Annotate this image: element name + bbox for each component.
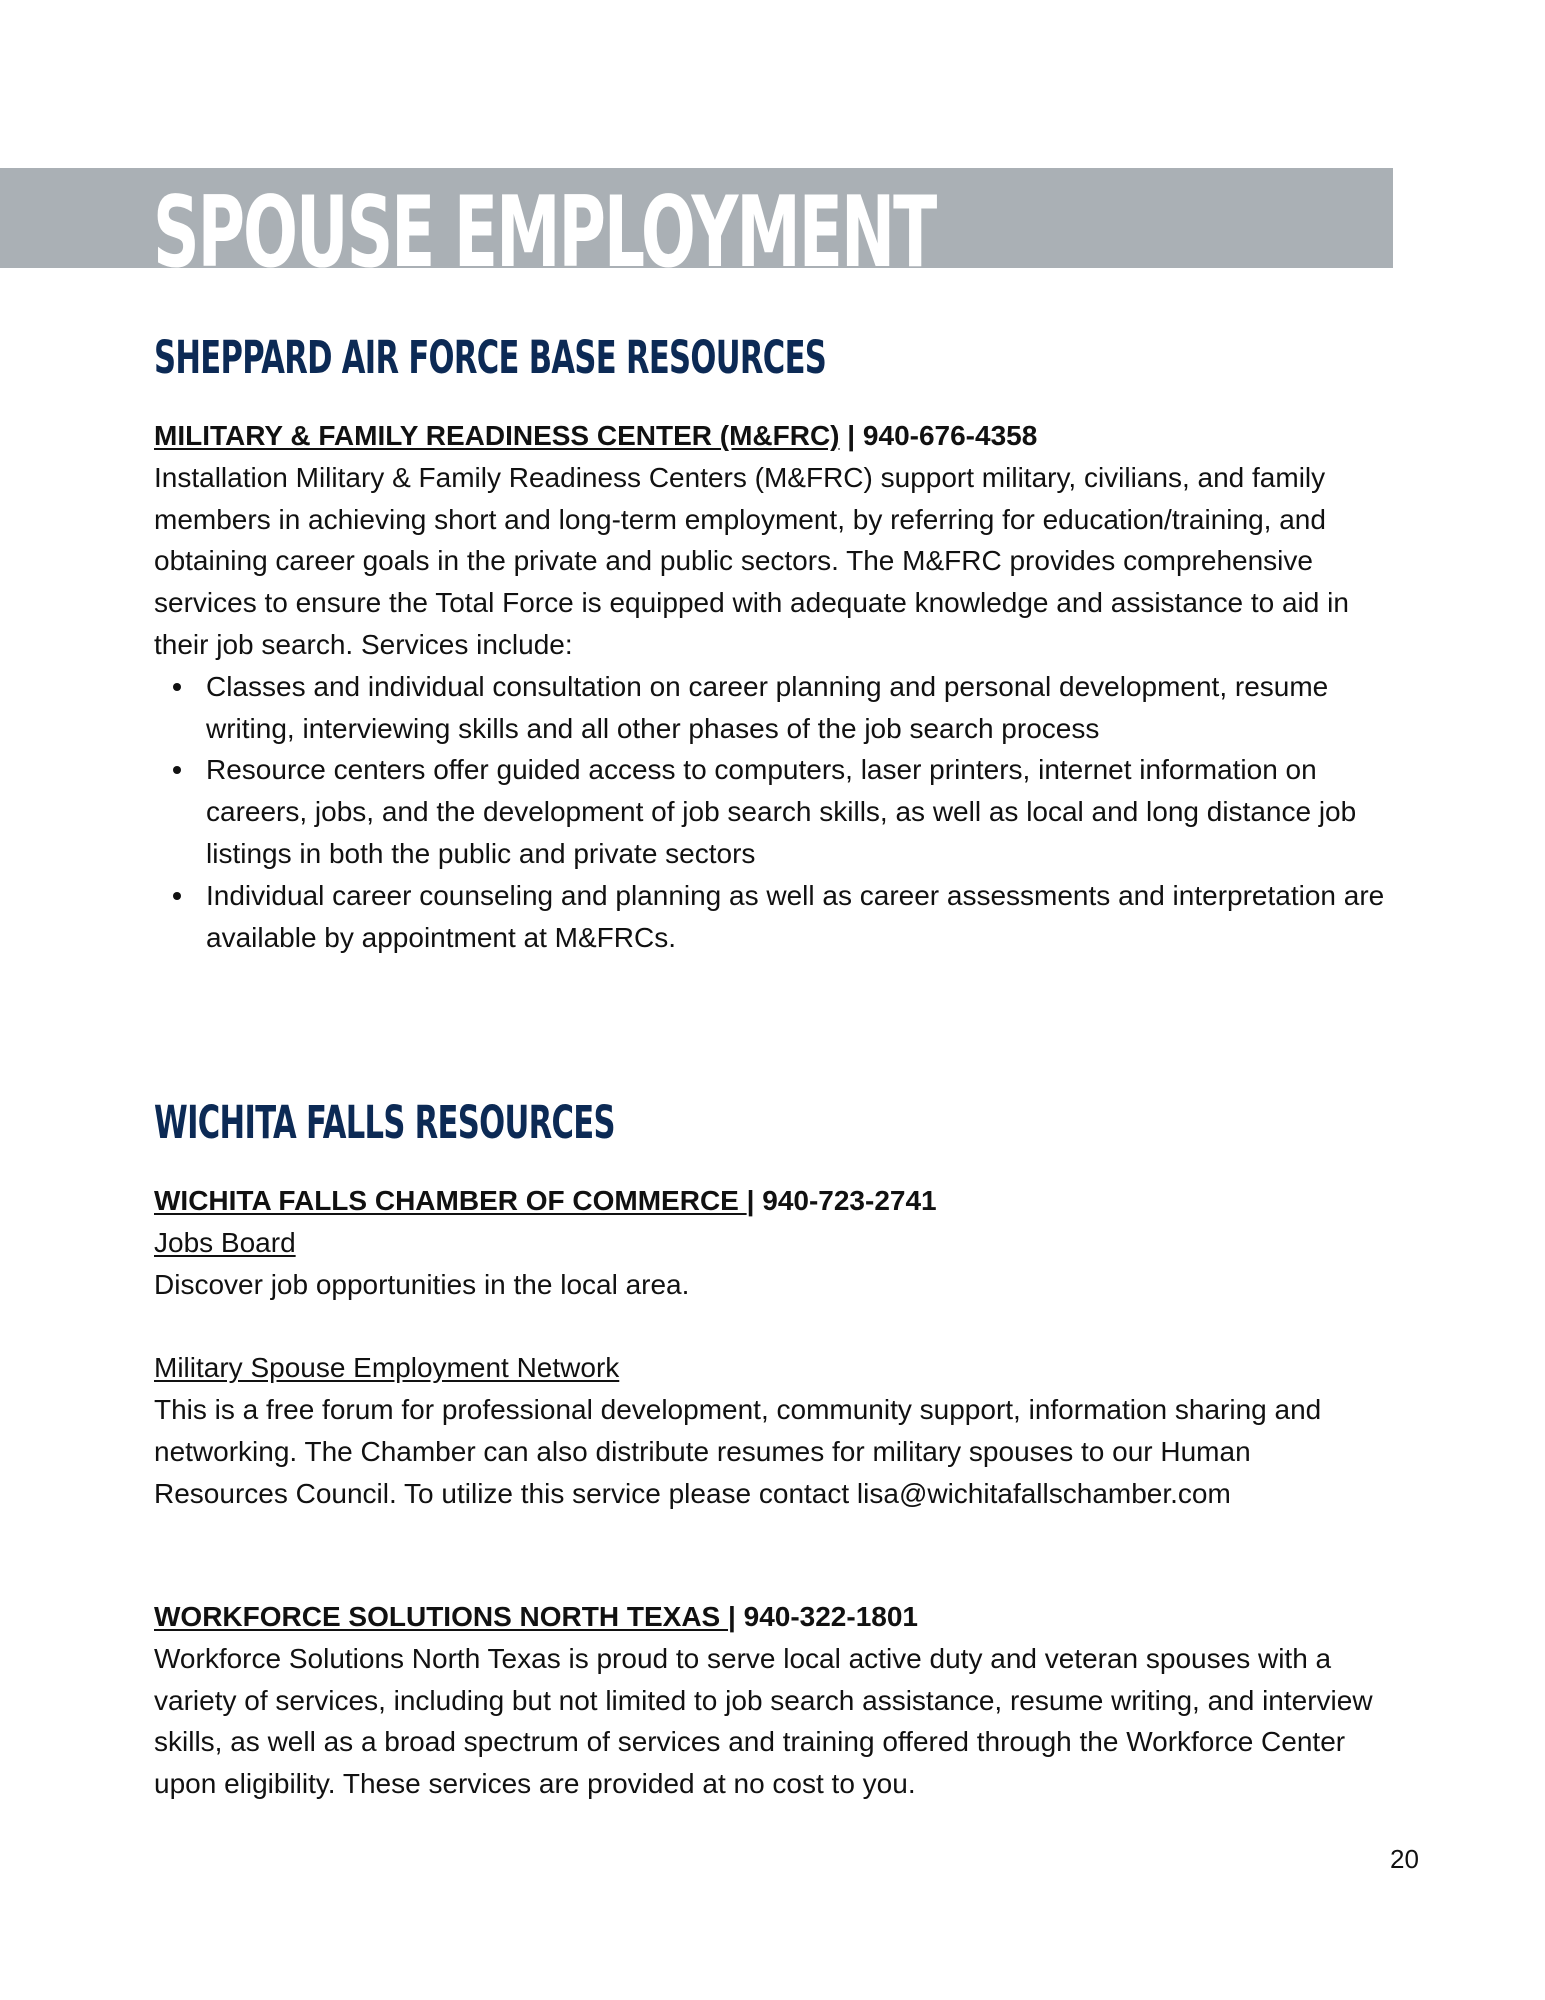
wichita-section-heading: WICHITA FALLS RESOURCES: [154, 1096, 615, 1149]
mfrc-description: Installation Military & Family Readiness Centers (M&FRC) support military, civilians, and family members in achieving short and long-term employment, by referring for education/training, and obtaining career goals in the private and public sectors. The M&FRC provides comprehensive services to ensure the Total Force is equipped with adequate knowledge and assistance to aid in their job search. Services include:: [154, 461, 1349, 660]
chamber-separator: |: [746, 1185, 763, 1216]
chamber-section: [154, 1180, 1394, 1514]
workforce-org-link[interactable]: WORKFORCE SOLUTIONS NORTH TEXAS: [154, 1601, 728, 1632]
msen-link[interactable]: Military Spouse Employment Network: [154, 1352, 620, 1384]
sheppard-section-heading: SHEPPARD AIR FORCE BASE RESOURCES: [154, 331, 827, 384]
page-title: SPOUSE EMPLOYMENT: [153, 176, 936, 268]
list-item: Resource centers offer guided access to computers, laser printers, internet information on careers, jobs, and the development of job search skills, as well as local and long distance job listings in both the public and private sectors: [206, 749, 1394, 874]
mfrc-org-line: [154, 415, 1394, 457]
chamber-org-link[interactable]: WICHITA FALLS CHAMBER OF COMMERCE: [154, 1185, 747, 1216]
mfrc-section: [154, 415, 1394, 958]
workforce-text: Workforce Solutions North Texas is proud to serve local active duty and veteran spouses with a variety of services, including but not limited to job search assistance, resume writing, and interview skills, as well as a broad spectrum of services and training offered through the Workforce Center upon eligibility. These services are provided at no cost to you.: [154, 1642, 1373, 1800]
jobs-board-link[interactable]: Jobs Board: [154, 1226, 296, 1258]
mfrc-org-link[interactable]: MILITARY & FAMILY READINESS CENTER (M&FRC): [154, 420, 840, 451]
workforce-separator: |: [728, 1601, 744, 1632]
mfrc-services-list: [154, 666, 1394, 959]
spacer: [154, 1305, 1394, 1347]
chamber-org-line: [154, 1180, 1394, 1222]
chamber-phone: 940-723-2741: [762, 1185, 937, 1216]
mfrc-phone: 940-676-4358: [862, 420, 1038, 451]
workforce-org-line: [154, 1596, 1394, 1638]
list-item: Individual career counseling and planning as well as career assessments and interpretation are available by appointment at M&FRCs.: [206, 875, 1394, 959]
page-number: 20: [1390, 1844, 1419, 1874]
workforce-section: [154, 1596, 1394, 1805]
list-item: Classes and individual consultation on career planning and personal development, resume writing, interviewing skills and all other phases of the job search process: [206, 666, 1394, 750]
jobs-board-text: Discover job opportunities in the local area.: [154, 1268, 690, 1300]
msen-text: This is a free forum for professional development, community support, information sharing and networking. The Chamber can also distribute resumes for military spouses to our Human Resources Council. To utilize this service please contact lisa@wichitafallschamber.com: [154, 1393, 1322, 1509]
title-banner: [0, 168, 1393, 268]
workforce-phone: 940-322-1801: [743, 1601, 918, 1632]
mfrc-separator: |: [839, 420, 863, 451]
